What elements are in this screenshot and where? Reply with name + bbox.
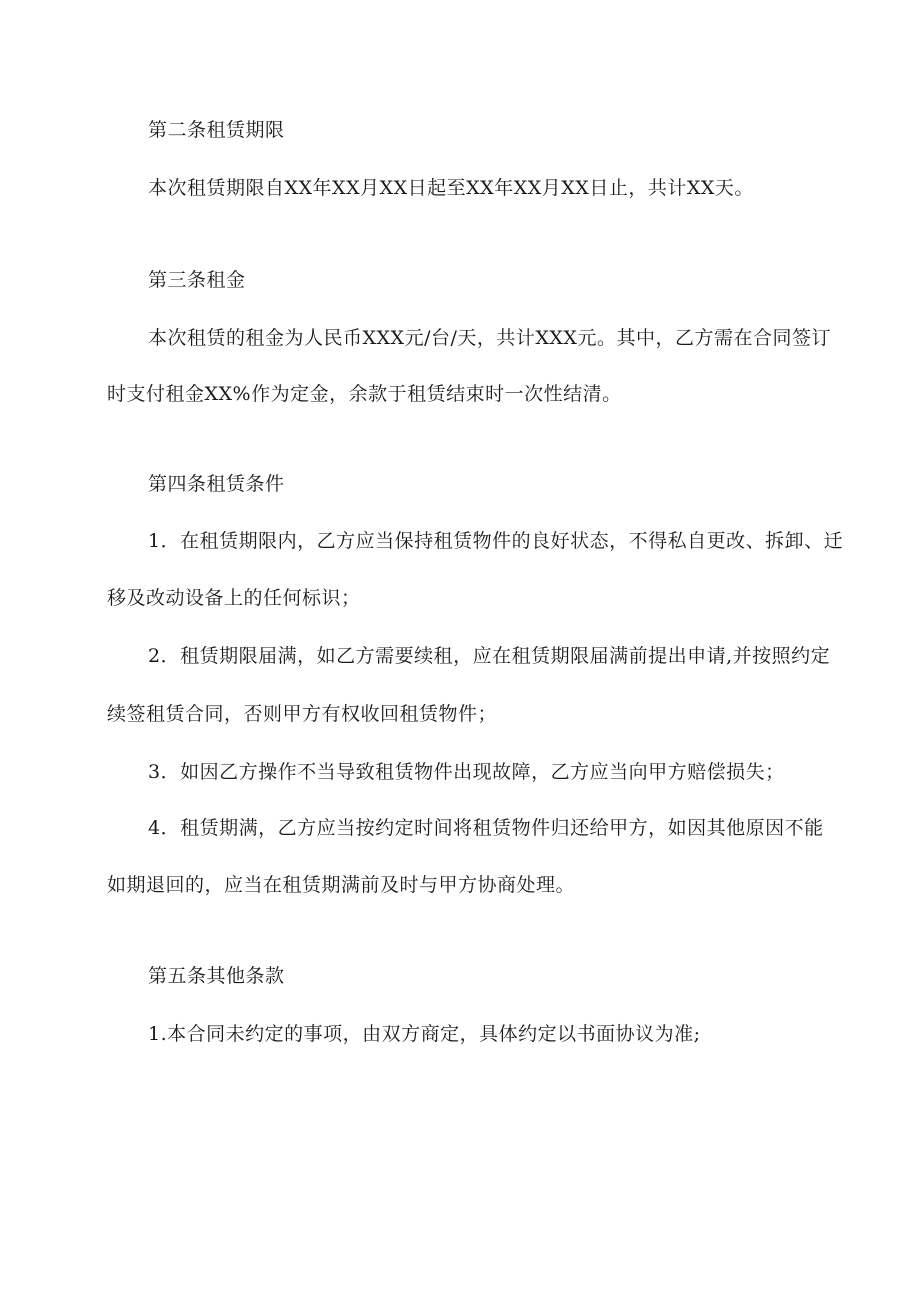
- section-heading-other: 第五条其他条款: [148, 965, 285, 987]
- list-item-line: 移及改动设备上的任何标识；: [107, 587, 361, 609]
- section-heading-rent: 第三条租金: [148, 269, 246, 291]
- list-item-line: 如期退回的，应当在租赁期满前及时与甲方协商处理。: [107, 874, 576, 896]
- list-item-line: 1.本合同未约定的事项，由双方商定，具体约定以书面协议为准;: [148, 1023, 701, 1045]
- section-heading-conditions: 第四条租赁条件: [148, 473, 285, 495]
- list-item-line: 续签租赁合同，否则甲方有权收回租赁物件；: [107, 703, 498, 725]
- paragraph-line: 时支付租金XX%作为定金，余款于租赁结束时一次性结清。: [107, 383, 622, 405]
- list-item-line: 3．如因乙方操作不当导致租赁物件出现故障，乙方应当向甲方赔偿损失；: [148, 761, 785, 783]
- paragraph-line: 本次租赁的租金为人民币XXX元/台/天，共计XXX元。其中，乙方需在合同签订: [148, 327, 831, 349]
- list-item-line: 1．在租赁期限内，乙方应当保持租赁物件的良好状态，不得私自更改、拆卸、迁: [148, 530, 844, 552]
- paragraph-line: 本次租赁期限自XX年XX月XX日起至XX年XX月XX日止，共计XX天。: [148, 177, 754, 199]
- list-item-line: 4．租赁期满，乙方应当按约定时间将租赁物件归还给甲方，如因其他原因不能: [148, 817, 824, 839]
- section-heading-term: 第二条租赁期限: [148, 119, 285, 141]
- list-item-line: 2．租赁期限届满，如乙方需要续租，应在租赁期限届满前提出申请,并按照约定: [148, 645, 831, 667]
